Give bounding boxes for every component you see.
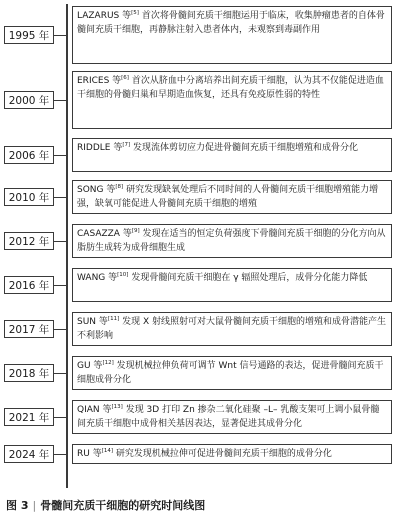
event-reference: [8] xyxy=(115,184,124,190)
event-author: SONG xyxy=(77,185,104,195)
event-author: QIAN xyxy=(77,405,100,415)
event-author-suffix: 等 xyxy=(89,449,102,459)
event-description: 发现在适当的恒定负荷强度下骨髓间充质干细胞的分化方向从脂肪生成转为成骨细胞生成 xyxy=(77,229,386,253)
event-author: SUN xyxy=(77,317,97,327)
year-label: 2016 年 xyxy=(4,276,54,294)
event-box xyxy=(72,6,392,64)
event-box xyxy=(72,312,392,346)
event-description: 发现 X 射线照射可对大鼠骨髓间充质干细胞的增殖和成骨潜能产生不利影响 xyxy=(77,317,386,341)
event-author-suffix: 等 xyxy=(105,273,118,283)
event-reference: [6] xyxy=(121,75,129,81)
year-connector xyxy=(54,155,66,156)
year-connector xyxy=(54,197,66,198)
event-author-suffix: 等 xyxy=(90,361,103,371)
year-connector xyxy=(54,373,66,374)
event-description: 发现骨髓间充质干细胞在 γ 辐照处理后，成骨分化能力降低 xyxy=(131,273,368,283)
event-description: 发现机械拉伸负荷可调节 Wnt 信号通路的表达，促进骨髓间充质干细胞成骨分化 xyxy=(77,361,384,385)
event-description: 发现流体剪切应力促进骨髓间充质干细胞增殖和成骨分化 xyxy=(133,143,359,153)
event-box xyxy=(72,268,392,302)
event-box xyxy=(72,180,392,214)
event-author-suffix: 等 xyxy=(110,143,123,153)
event-box xyxy=(72,71,392,129)
event-reference: [13] xyxy=(111,404,123,410)
timeline-spine xyxy=(66,4,68,488)
event-reference: [7] xyxy=(122,142,131,148)
event-author: GU xyxy=(77,361,91,371)
event-author: CASAZZA xyxy=(77,229,120,239)
year-label: 1995 年 xyxy=(4,26,54,44)
year-connector xyxy=(54,285,66,286)
event-author-suffix: 等 xyxy=(119,229,132,239)
event-author-suffix: 等 xyxy=(96,317,108,327)
event-author-suffix: 等 xyxy=(119,11,132,21)
event-author: RU xyxy=(77,449,90,459)
event-box xyxy=(72,356,392,390)
event-box xyxy=(72,138,392,172)
event-description: 首次从脐血中分离培养出间充质干细胞，认为其不仅能促进造血干细胞的骨髓归巢和早期造血恢复，还具有免疫原性弱的特性 xyxy=(77,76,384,100)
event-description: 研究发现缺氧处理后不同时间的人骨髓间充质干细胞增殖能力增强，缺氧可能促进人骨髓间充质干细胞的增殖 xyxy=(77,185,379,209)
event-reference: [5] xyxy=(131,10,139,16)
year-connector xyxy=(54,35,66,36)
event-description: 发现 3D 打印 Zn 掺杂二氧化硅聚 –L– 乳酸支架可上调小鼠骨髓间充质干细胞中成骨相关基因表达，显著促进其成骨分化 xyxy=(77,405,380,429)
year-label: 2012 年 xyxy=(4,232,54,250)
event-author: LAZARUS xyxy=(77,11,120,21)
caption-text: 骨髓间充质干细胞的研究时间线图 xyxy=(40,499,206,512)
figure-caption xyxy=(6,497,205,513)
event-reference: [11] xyxy=(107,316,120,322)
event-author: ERICES xyxy=(77,76,110,86)
year-connector xyxy=(54,241,66,242)
year-label: 2000 年 xyxy=(4,91,54,109)
year-label: 2024 年 xyxy=(4,445,54,463)
event-author: RIDDLE xyxy=(77,143,111,153)
year-connector xyxy=(54,417,66,418)
year-label: 2006 年 xyxy=(4,146,54,164)
event-box xyxy=(72,444,392,464)
event-reference: [10] xyxy=(117,272,129,278)
event-reference: [14] xyxy=(101,448,114,454)
event-author: WANG xyxy=(77,273,106,283)
year-label: 2018 年 xyxy=(4,364,54,382)
caption-label: 图 3 xyxy=(6,499,29,512)
event-author-suffix: 等 xyxy=(109,76,122,86)
event-reference: [9] xyxy=(131,228,140,234)
event-box xyxy=(72,400,392,434)
event-description: 研究发现机械拉伸可促进骨髓间充质干细胞的成骨分化 xyxy=(115,449,332,459)
caption-separator: | xyxy=(32,499,37,512)
year-connector xyxy=(54,100,66,101)
event-reference: [12] xyxy=(102,360,114,366)
year-connector xyxy=(54,454,66,455)
event-box xyxy=(72,224,392,258)
year-label: 2010 年 xyxy=(4,188,54,206)
year-label: 2021 年 xyxy=(4,408,54,426)
event-author-suffix: 等 xyxy=(99,405,112,415)
year-label: 2017 年 xyxy=(4,320,54,338)
event-description: 首次将骨髓间充质干细胞运用于临床，收集肿瘤患者的自体骨髓间充质干细胞，再静脉注射入患者体内，未观察到毒副作用 xyxy=(77,11,385,35)
year-connector xyxy=(54,329,66,330)
event-author-suffix: 等 xyxy=(103,185,116,195)
